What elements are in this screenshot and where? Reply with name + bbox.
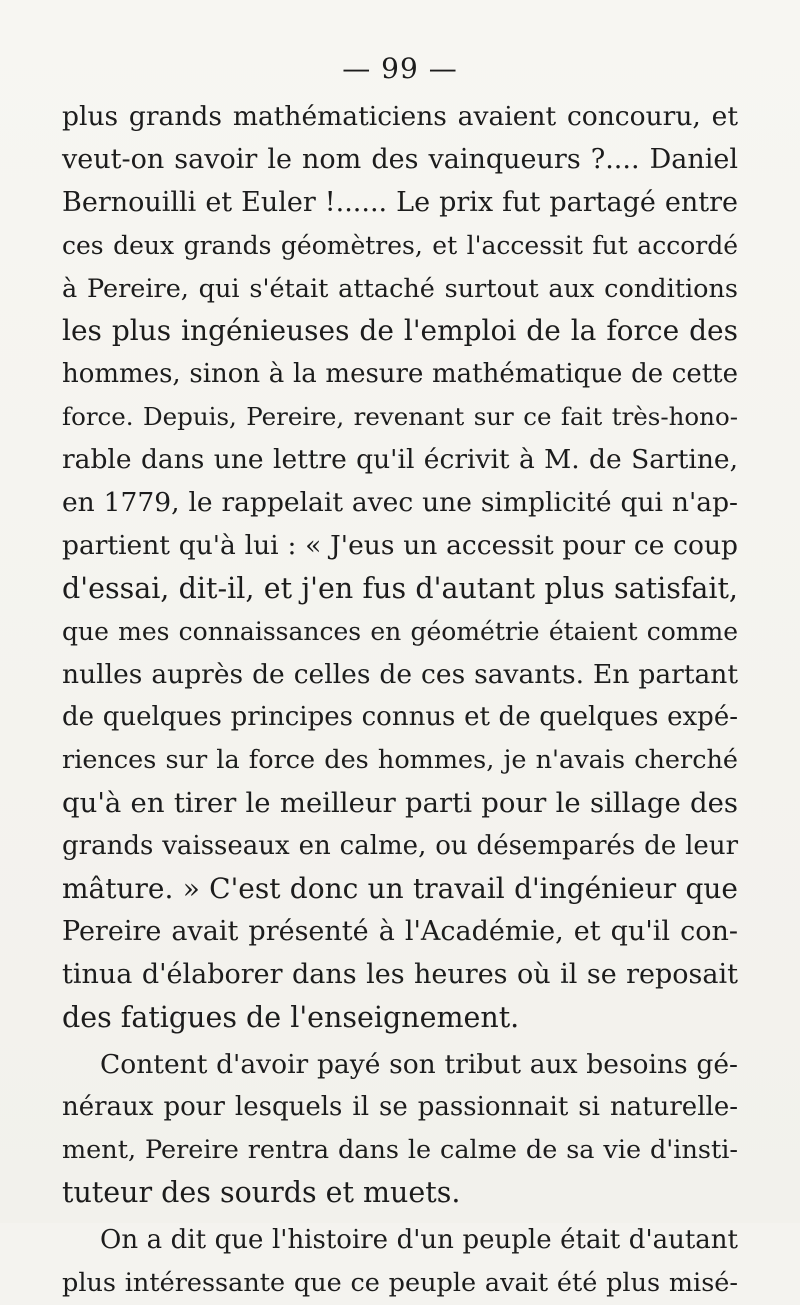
text-line: grands vaisseaux en calme, ou désemparés de leur xyxy=(62,831,738,862)
text-line: Bernouilli et Euler !...... Le prix fut partagé entre xyxy=(62,186,738,218)
text-line: plus intéressante que ce peuple avait été plus misé- xyxy=(62,1268,738,1299)
text-line: force. Depuis, Pereire, revenant sur ce fait très-hono- xyxy=(62,402,738,432)
text-line: On a dit que l'histoire d'un peuple était d'autant xyxy=(100,1225,738,1256)
text-line: Content d'avoir payé son tribut aux besoins gé- xyxy=(100,1048,738,1080)
text-line: nulles auprès de celles de ces savants. En partant xyxy=(62,658,738,690)
text-line: rable dans une lettre qu'il écrivit à M. de Sartine, xyxy=(62,444,738,476)
text-line: à Pereire, qui s'était attaché surtout aux conditions xyxy=(62,273,738,304)
body-text xyxy=(62,96,738,1305)
paragraph xyxy=(62,1044,738,1216)
text-line: des fatigues de l'enseignement. xyxy=(62,1000,520,1034)
text-line: que mes connaissances en géométrie étaient comme xyxy=(62,616,738,646)
text-line: de quelques principes connus et de quelques expé- xyxy=(62,702,738,733)
text-line: Pereire avait présenté à l'Académie, et qu'il con- xyxy=(62,915,738,947)
text-line: hommes, sinon à la mesure mathématique de cette xyxy=(62,359,738,390)
text-line: ces deux grands géomètres, et l'accessit fut accordé xyxy=(62,230,738,260)
text-line: ment, Pereire rentra dans le calme de sa vie d'insti- xyxy=(62,1135,738,1166)
text-line: les plus ingénieuses de l'emploi de la force des xyxy=(62,314,738,348)
text-line: tinua d'élaborer dans les heures où il se reposait xyxy=(62,958,738,990)
text-line: veut-on savoir le nom des vainqueurs ?.... Daniel xyxy=(62,143,738,175)
paragraph xyxy=(62,96,738,1040)
text-line: qu'à en tirer le meilleur parti pour le sillage des xyxy=(62,787,738,820)
page-number: — 99 — xyxy=(342,52,458,85)
paragraph xyxy=(62,1219,738,1305)
text-line: riences sur la force des hommes, je n'avais cherché xyxy=(62,745,738,776)
text-line: néraux pour lesquels il se passionnait si naturelle- xyxy=(62,1092,738,1123)
text-line: d'essai, dit-il, et j'en fus d'autant plus satisfait, xyxy=(62,571,738,605)
text-line: en 1779, le rappelait avec une simplicité qui n'ap- xyxy=(62,487,738,519)
text-line: mâture. » C'est donc un travail d'ingénieur que xyxy=(62,872,738,906)
text-line: partient qu'à lui : « J'eus un accessit pour ce coup xyxy=(62,529,738,561)
text-line: plus grands mathématiciens avaient concouru, et xyxy=(62,101,738,132)
text-line: tuteur des sourds et muets. xyxy=(62,1176,461,1210)
